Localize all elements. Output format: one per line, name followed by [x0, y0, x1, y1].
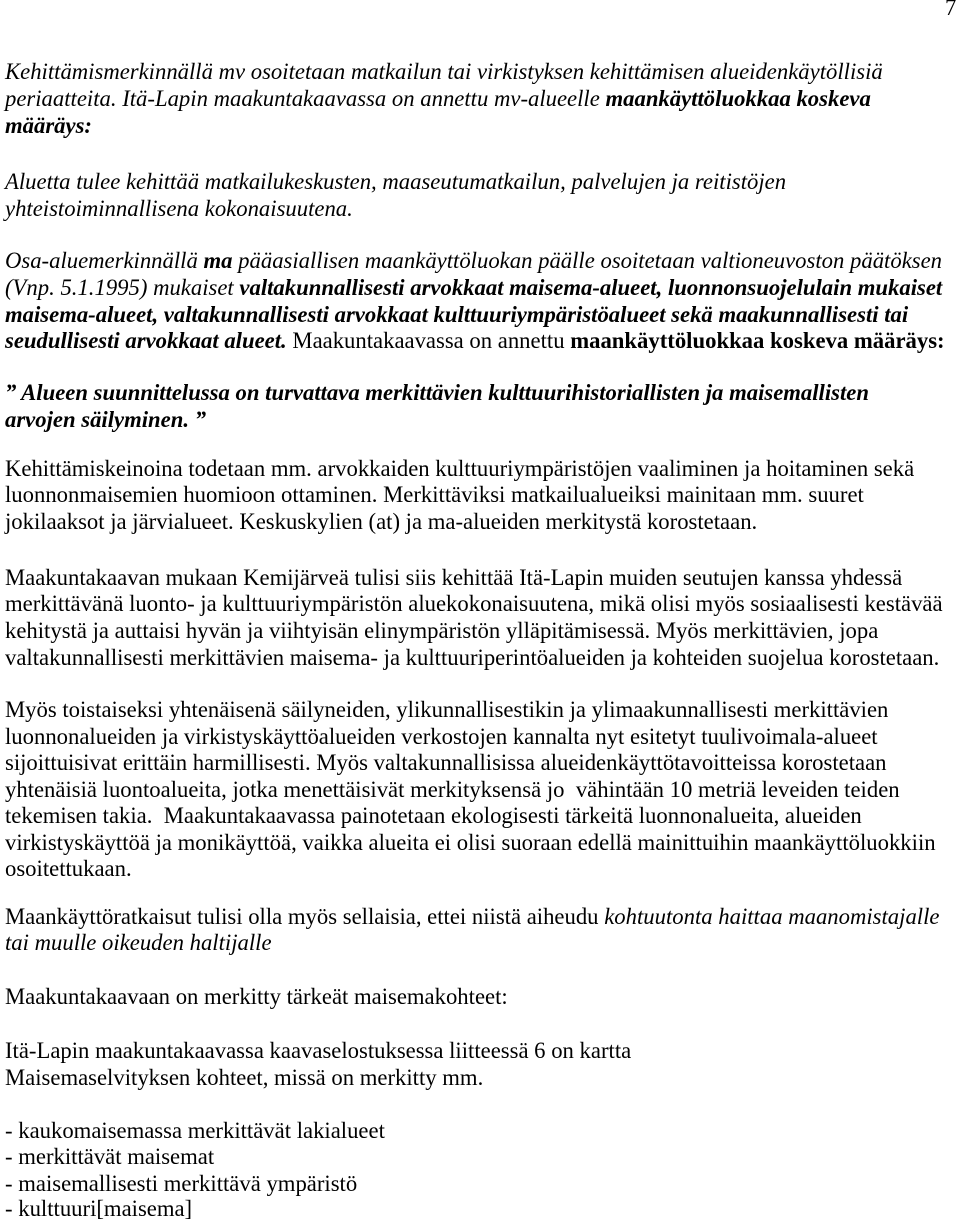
- text-run: kehitystä ja auttaisi hyvän ja viihtyisän elinympäristön ylläpitämisessä. Myös merkittävien, jopa: [5, 618, 879, 643]
- text-line: [5, 302, 908, 327]
- text-line: [5, 113, 92, 138]
- text-run: (Vnp. 5.1.1995) mukaiset: [5, 275, 240, 300]
- list-item: - maisemallisesti merkittävä ympäristö: [5, 1171, 358, 1196]
- text-run: luonnonmaisemien huomioon ottaminen. Merkittäviksi matkailualueiksi mainitaan mm. suuret: [5, 482, 864, 507]
- text-line: [5, 275, 942, 300]
- text-line: [5, 803, 862, 828]
- emphasis-run: valtakunnallisesti arvokkaat maisema-alueet, luonnonsuojelulain mukaiset: [239, 275, 943, 300]
- text-line: [5, 930, 272, 955]
- text-line: [5, 750, 887, 775]
- emphasis-run: maisema-alueet, valtakunnallisesti arvokkaat kulttuuriympäristöalueet sekä maakunnallisesti tai: [5, 302, 909, 327]
- list-item: - merkittävät maisemat: [5, 1144, 215, 1169]
- quote-run: ” Alueen suunnittelussa on turvattava merkittävien kulttuurihistoriallisten ja maisemallisten: [5, 380, 869, 405]
- text-run: merkittävänä luonto- ja kulttuuriympäristön aluekokonaisuutena, mikä olisi myös sosiaalisesti kestävää: [5, 591, 943, 616]
- page-number: 7: [945, 0, 957, 20]
- text-line: [5, 618, 878, 643]
- text-line: [5, 482, 864, 507]
- text-line: [5, 830, 936, 855]
- emphasis-run: seudullisesti arvokkaat alueet.: [5, 328, 287, 353]
- text-run: pääasiallisen maankäyttöluokan päälle osoitetaan valtioneuvoston päätöksen: [232, 248, 943, 273]
- text-line: [5, 1038, 631, 1063]
- text-line: [5, 509, 757, 534]
- quote-run: arvojen säilyminen. ”: [5, 407, 207, 432]
- text-line: [5, 248, 942, 273]
- text-run: periaatteita. Itä-Lapin maakuntakaavassa on annettu mv-alueelle: [5, 86, 606, 111]
- text-line: [5, 697, 888, 722]
- text-line: [5, 169, 786, 194]
- text-run: valtakunnallisesti merkittävien maisema- ja kulttuuriperintöalueiden ja kohteiden suojelua korostetaan.: [5, 645, 940, 670]
- text-line: [5, 407, 206, 432]
- text-line: [5, 196, 353, 221]
- text-line: [5, 380, 869, 405]
- bold-run: maankäyttöluokkaa koskeva määräys:: [570, 328, 945, 353]
- text-run: sijoittuisivat erittäin harmillisesti. Myös valtakunnallisissa alueidenkäyttötavoitteissa korostetaan: [5, 750, 887, 775]
- text-run: Myös toistaiseksi yhtenäisenä säilyneiden, ylikunnallisestikin ja ylimaakunnallisesti merkittävien: [5, 697, 889, 722]
- text-run: Itä-Lapin maakuntakaavassa kaavaselostuksessa liitteessä 6 on kartta: [5, 1038, 632, 1063]
- text-line: [5, 856, 132, 881]
- text-run: Maisemaselvityksen kohteet, missä on merkitty mm.: [5, 1065, 484, 1090]
- text-line: [5, 565, 902, 590]
- text-line: [5, 591, 943, 616]
- emphasis-run: määräys:: [5, 113, 92, 138]
- text-run: Osa-aluemerkinnällä: [5, 248, 204, 273]
- text-run: Maakuntakaavan mukaan Kemijärveä tulisi siis kehittää Itä-Lapin muiden seutujen kanssa yhdessä: [5, 565, 903, 590]
- emphasis-run: maankäyttöluokkaa koskeva: [605, 86, 871, 111]
- text-run: virkistyskäyttöä ja monikäyttöä, vaikka alueita ei olisi suoraan edellä mainittuihin maankäyttöluokkiin: [5, 830, 936, 855]
- emphasis-run: ma: [203, 248, 233, 273]
- italic-run: kohtuutonta haittaa maanomistajalle: [604, 904, 940, 929]
- text-run: Kehittämismerkinnällä mv osoitetaan matkailun tai virkistyksen kehittämisen alueidenkäytöllisiä: [5, 59, 883, 84]
- text-line: [5, 1065, 483, 1090]
- text-line: [5, 724, 878, 749]
- text-line: [5, 904, 939, 929]
- text-line: [5, 777, 900, 802]
- italic-run: tai muulle oikeuden haltijalle: [5, 930, 272, 955]
- text-run: yhtenäisiä luontoalueita, jotka menettäisivät merkityksensä jo vähintään 10 metriä leveiden teiden: [5, 777, 900, 802]
- text-line: [5, 456, 914, 481]
- list-item: - kulttuuri[maisema]: [5, 1196, 193, 1221]
- text-line: [5, 328, 945, 353]
- text-line: [5, 645, 939, 670]
- text-run: luonnonalueiden ja virkistyskäyttöalueiden verkostojen kannalta nyt esitetyt tuulivoimala-alueet: [5, 724, 878, 749]
- text-line: [5, 86, 871, 111]
- text-run: jokilaaksot ja järvialueet. Keskuskylien (at) ja ma-alueiden merkitystä korostetaan.: [5, 509, 758, 534]
- list-item: - kaukomaisemassa merkittävät lakialueet: [5, 1118, 385, 1143]
- text-line: [5, 984, 508, 1009]
- text-run: yhteistoiminnallisena kokonaisuutena.: [5, 196, 353, 221]
- text-run: Maakuntakaavaan on merkitty tärkeät maisemakohteet:: [5, 984, 508, 1009]
- text-run: Maakuntakaavassa on annettu: [286, 328, 571, 353]
- text-run: osoitettukaan.: [5, 856, 132, 881]
- text-run: Maankäyttöratkaisut tulisi olla myös sellaisia, ettei niistä aiheudu: [5, 904, 605, 929]
- text-run: tekemisen takia. Maakuntakaavassa painotetaan ekologisesti tärkeitä luonnonalueita, alueiden: [5, 803, 862, 828]
- text-run: Aluetta tulee kehittää matkailukeskusten, maaseutumatkailun, palvelujen ja reitistöjen: [5, 169, 787, 194]
- text-run: Kehittämiskeinoina todetaan mm. arvokkaiden kulttuuriympäristöjen vaaliminen ja hoitaminen sekä: [5, 456, 915, 481]
- text-line: [5, 59, 883, 84]
